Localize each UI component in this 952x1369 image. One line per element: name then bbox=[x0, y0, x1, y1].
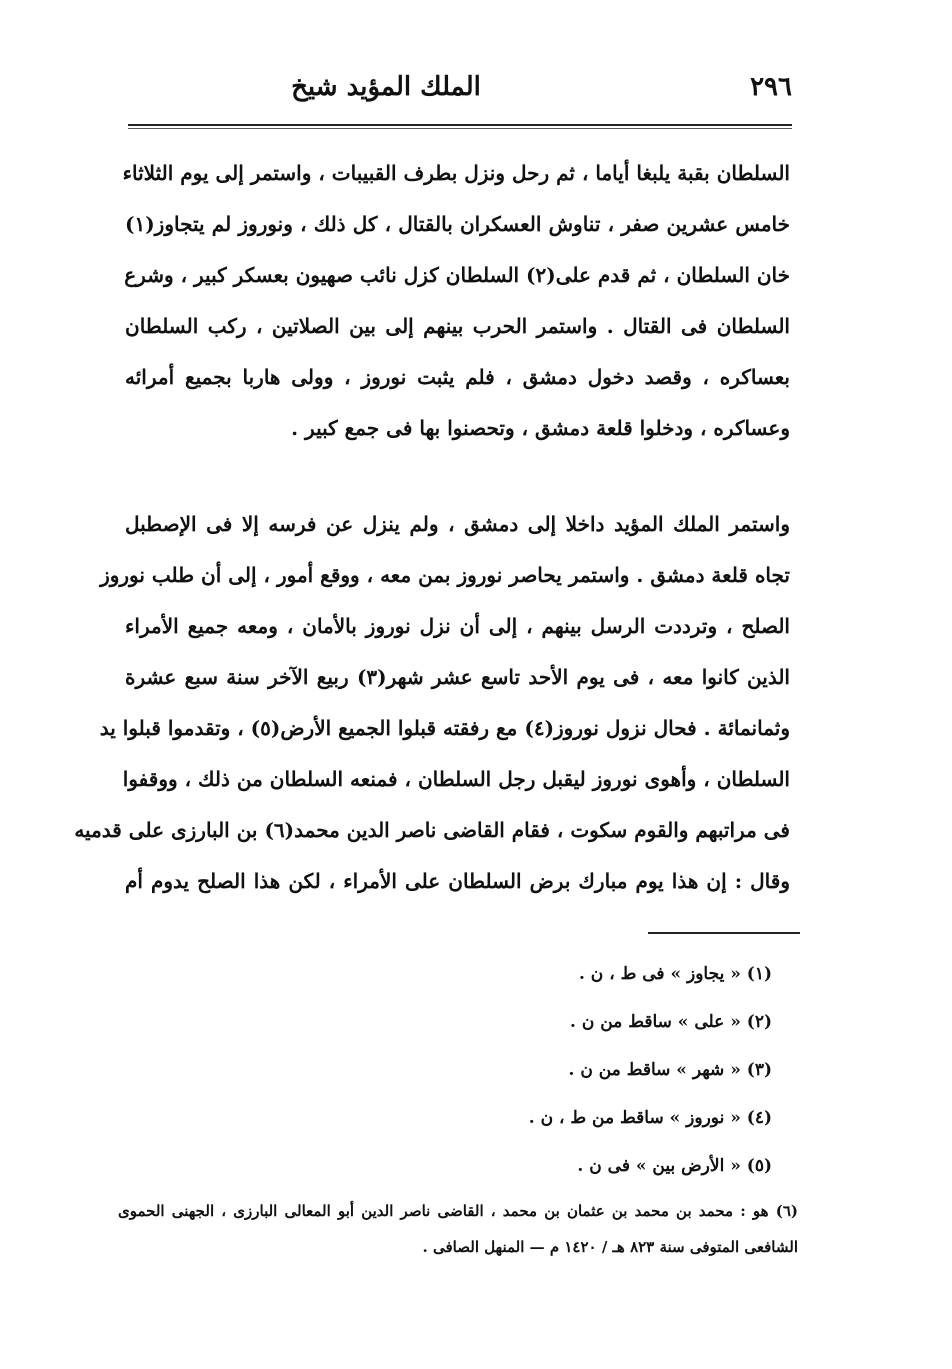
footnote-long-line: (٦) هو : محمد بن محمد بن عثمان بن محمد ، القاضى ناصر الدين أبو المعالى البارزى ، الجهنى الحموى bbox=[118, 1202, 798, 1220]
footnote-rule bbox=[648, 932, 800, 934]
footnote-long bbox=[118, 1193, 798, 1265]
page-number: ٢٩٦ bbox=[750, 72, 792, 102]
paragraph-gap bbox=[125, 454, 790, 499]
main-text bbox=[74, 148, 790, 907]
text-line: تجاه قلعة دمشق . واستمر يحاصر نوروز بمن معه ، ووقع أمور ، إلى أن طلب نوروز bbox=[100, 563, 790, 587]
text-line: بعساكره ، وقصد دخول دمشق ، فلم يثبت نوروز ، وولى هاربا بجميع أمرائه bbox=[125, 365, 790, 389]
text-line: واستمر الملك المؤيد داخلا إلى دمشق ، ولم ينزل عن فرسه إلا فى الإصطبل bbox=[125, 512, 790, 536]
page-header bbox=[120, 72, 792, 120]
footnote-long-line: الشافعى المتوفى سنة ٨٢٣ هـ / ١٤٢٠ م — المنهل الصافى . bbox=[422, 1238, 798, 1256]
text-line: الذين كانوا معه ، فى يوم الأحد تاسع عشر شهر(٣) ربيع الآخر سنة سبع عشرة bbox=[125, 665, 790, 689]
text-line: الصلح ، وترددت الرسل بينهم ، إلى أن نزل نوروز بالأمان ، ومعه جميع الأمراء bbox=[125, 614, 790, 638]
text-line: السلطان فى القتال . واستمر الحرب بينهم إلى بين الصلاتين ، ركب السلطان bbox=[125, 314, 790, 338]
text-line: السلطان ، وأهوى نوروز ليقبل رجل السلطان ، فمنعه السلطان من ذلك ، ووقفوا bbox=[122, 767, 790, 791]
footnote: (٤) « نوروز » ساقط من ط ، ن . bbox=[528, 1108, 772, 1128]
footnotes bbox=[212, 950, 772, 1190]
text-line: خان السلطان ، ثم قدم على(٢) السلطان كزل نائب صهيون بعسكر كبير ، وشرع bbox=[124, 263, 790, 287]
header-rule bbox=[128, 124, 792, 126]
footnote: (٢) « على » ساقط من ن . bbox=[570, 1012, 772, 1032]
running-title: الملك المؤيد شيخ bbox=[291, 72, 481, 102]
text-line: وثمانمائة . فحال نزول نوروز(٤) مع رفقته قبلوا الجميع الأرض(٥) ، وتقدموا قبلوا يد bbox=[99, 716, 790, 740]
text-line: فى مراتبهم والقوم سكوت ، فقام القاضى ناصر الدين محمد(٦) بن البارزى على قدميه bbox=[74, 818, 790, 842]
footnote: (١) « يجاوز » فى ط ، ن . bbox=[578, 964, 772, 984]
footnote: (٥) « الأرض بين » فى ن . bbox=[577, 1156, 772, 1176]
text-line: وعساكره ، ودخلوا قلعة دمشق ، وتحصنوا بها فى جمع كبير . bbox=[291, 416, 790, 440]
header-rule-thin bbox=[128, 128, 792, 129]
text-line: خامس عشرين صفر ، تناوش العسكران بالقتال ، كل ذلك ، ونوروز لم يتجاوز(١) bbox=[125, 212, 790, 236]
text-line: وقال : إن هذا يوم مبارك برض السلطان على الأمراء ، لكن هذا الصلح يدوم أم bbox=[125, 869, 790, 893]
footnote: (٣) « شهر » ساقط من ن . bbox=[568, 1060, 772, 1080]
text-line: السلطان بقبة يلبغا أياما ، ثم رحل ونزل بطرف القبيبات ، واستمر إلى يوم الثلاثاء bbox=[122, 161, 790, 185]
